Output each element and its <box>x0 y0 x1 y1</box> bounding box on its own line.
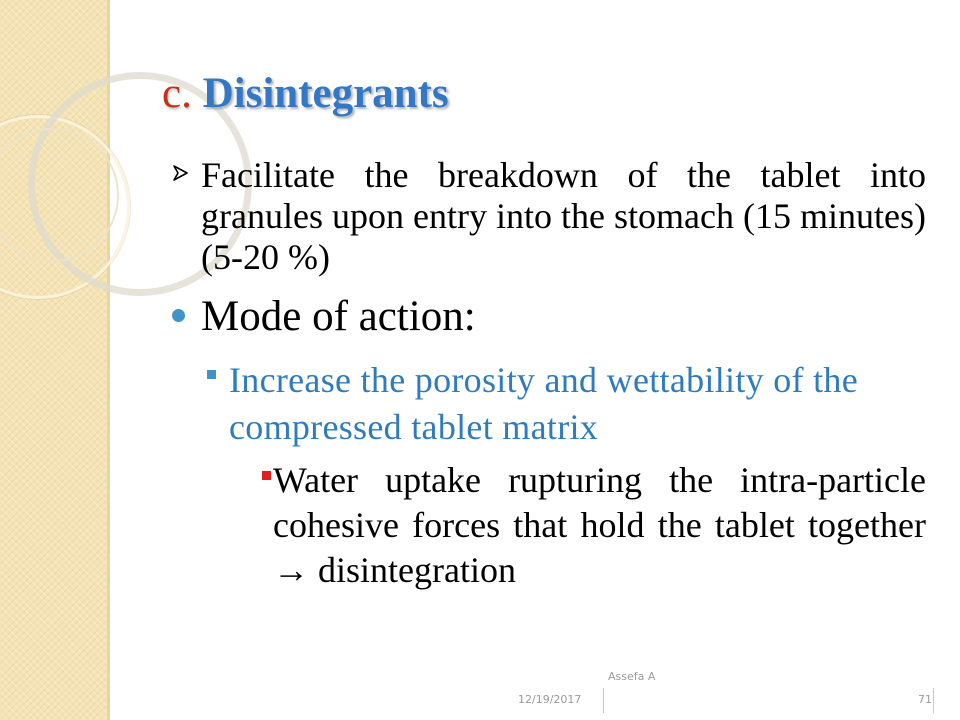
title-main: Disintegrants <box>202 70 449 117</box>
bullet-mode-of-action <box>172 292 926 342</box>
title-prefix: c. <box>162 70 203 117</box>
square-bullet-icon <box>207 370 216 379</box>
footer-page-number: 71 <box>918 693 932 706</box>
arrowhead-icon <box>172 164 190 182</box>
square-bullet-icon <box>262 471 271 480</box>
bullet-purpose <box>172 155 926 278</box>
bullet-mechanism <box>207 357 907 451</box>
footer-divider <box>933 688 934 713</box>
bullet-purpose-text: Facilitate the breakdown of the tablet into granules upon entry into the stomach (15 minutes) (5-20 %) <box>201 155 926 277</box>
footer-divider <box>603 688 604 713</box>
footer-date: 12/19/2017 <box>518 693 582 706</box>
bullet-mode-text: Mode of action: <box>201 293 476 340</box>
round-bullet-icon <box>172 309 185 322</box>
footer-author: Assefa A <box>608 670 656 683</box>
bullet-detail-text: Water uptake rupturing the intra-particle cohesive forces that hold the tablet together → disintegration <box>273 460 926 590</box>
slide-title <box>162 68 449 120</box>
bullet-mechanism-text: Increase the porosity and wettability of the compressed tablet matrix <box>229 360 858 447</box>
bullet-detail <box>262 458 926 593</box>
